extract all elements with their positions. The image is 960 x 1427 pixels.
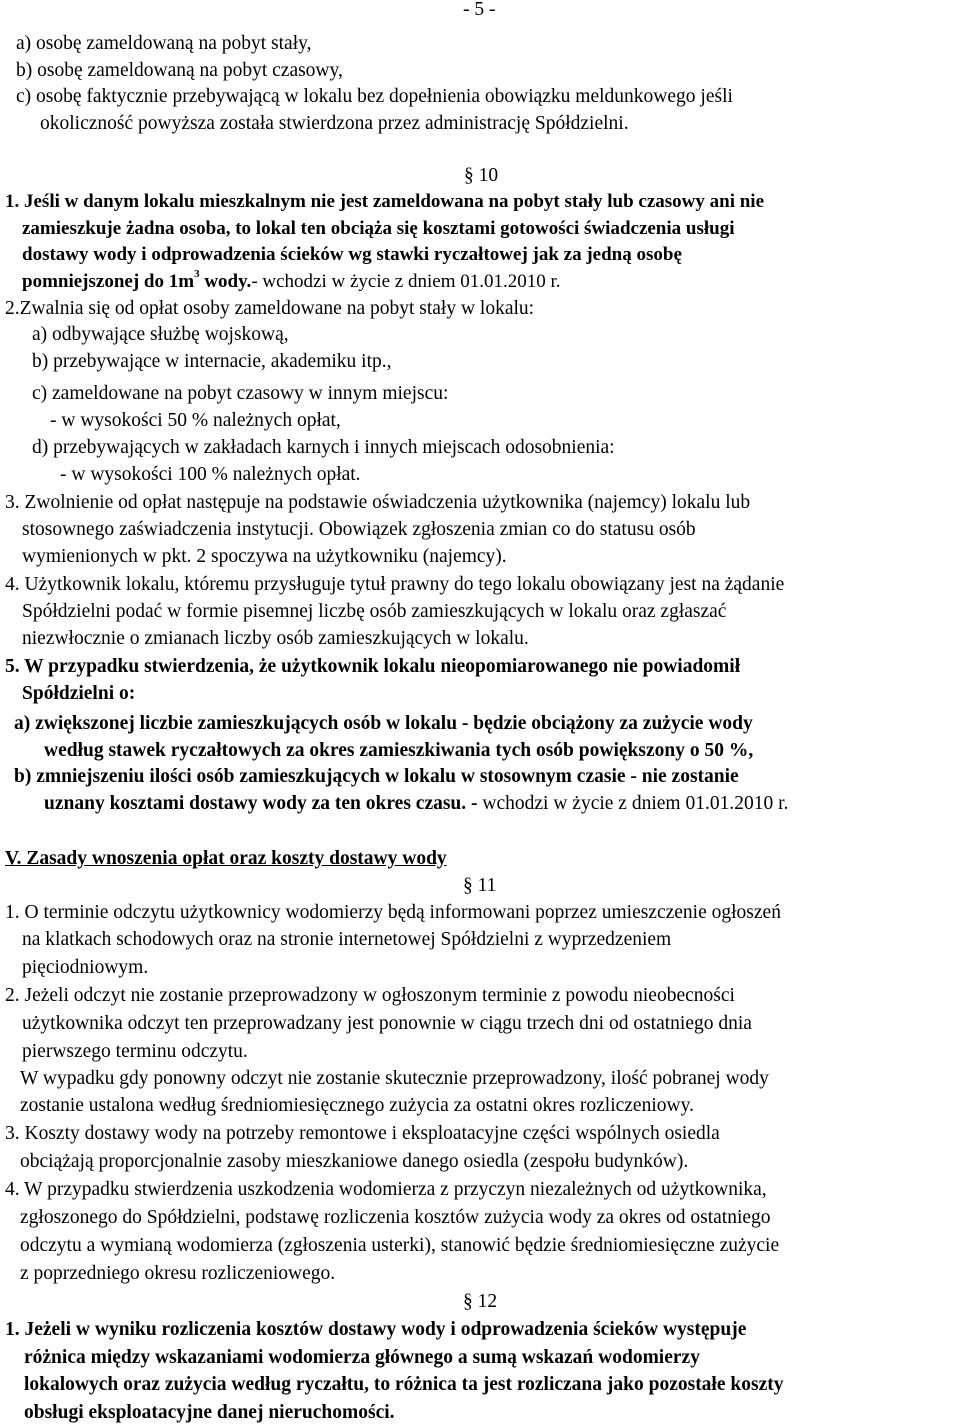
paragraph-line: dostawy wody i odprowadzenia ścieków wg stawki ryczałtowej jak za jedną osobę [22,244,682,265]
paragraph-line: 4. Użytkownik lokalu, któremu przysługuje tytuł prawny do tego lokalu obowiązany jest na żądanie [5,574,785,595]
paragraph-line: zgłoszonego do Spółdzielni, podstawę rozliczenia kosztów zużycia wody za okres od ostatniego [20,1207,771,1228]
page-number: - 5 - [463,0,496,20]
list-item: a) zwiększonej liczbie zamieszkujących osób w lokalu - będzie obciążony za zużycie wody [14,713,753,734]
list-item: a) osobę zameldowaną na pobyt stały, [16,33,312,54]
bold-text: uznany kosztami dostawy wody za ten okres czasu. - [44,793,478,814]
paragraph-line: stosownego zaświadczenia instytucji. Obowiązek zgłoszenia zmian co do statusu osób [22,519,696,540]
paragraph-line: 1. Jeśli w danym lokalu mieszkalnym nie jest zameldowana na pobyt stały lub czasowy ani nie [5,191,764,212]
list-item: - w wysokości 50 % należnych opłat, [50,410,341,431]
list-item: b) osobę zameldowaną na pobyt czasowy, [16,60,343,81]
paragraph-line: zostanie ustalona według średniomiesięcznego zużycia za ostatni okres rozliczeniowy. [20,1095,694,1116]
paragraph-line: 3. Zwolnienie od opłat następuje na podstawie oświadczenia użytkownika (najemcy) lokalu lub [5,492,751,513]
paragraph-line: niezwłocznie o zmianach liczby osób zamieszkujących w lokalu. [22,628,529,649]
list-item: d) przebywających w zakładach karnych i innych miejscach odosobnienia: [32,437,615,458]
paragraph-line: na klatkach schodowych oraz na stronie internetowej Spółdzielni z wyprzedzeniem [22,929,672,950]
list-item: b) zmniejszeniu ilości osób zamieszkujących w lokalu w stosownym czasie - nie zostanie [14,766,739,787]
list-item [44,791,788,817]
paragraph-line: użytkownika odczyt ten przeprowadzany jest ponownie w ciągu trzech dni od ostatniego dnia [22,1013,752,1034]
paragraph-line: odczytu a wymianą wodomierza (zgłoszenia usterki), stanowić będzie średniomiesięczne zużycie [20,1235,780,1256]
paragraph-line: obciążają proporcjonalnie zasoby mieszkaniowe danego osiedla (zespołu budynków). [20,1151,689,1172]
effective-date-note: - wchodzi w życie z dniem 01.01.2010 r. [251,271,561,292]
paragraph-line: Spółdzielni o: [22,683,136,704]
paragraph-line: 5. W przypadku stwierdzenia, że użytkownik lokalu nieopomiarowanego nie powiadomił [5,656,741,677]
list-item: - w wysokości 100 % należnych opłat. [60,464,361,485]
effective-date-note: wchodzi w życie z dniem 01.01.2010 r. [477,793,789,814]
bold-text: pomniejszonej do 1m [22,271,195,292]
paragraph-line: 2. Jeżeli odczyt nie zostanie przeprowadzony w ogłoszonym terminie z powodu nieobecności [5,985,735,1006]
paragraph-line: 2.Zwalnia się od opłat osoby zameldowane na pobyt stały w lokalu: [5,298,535,319]
paragraph-line: 3. Koszty dostawy wody na potrzeby remontowe i eksploatacyjne części wspólnych osiedla [5,1123,720,1144]
section-heading: § 12 [463,1291,498,1312]
paragraph-line: 4. W przypadku stwierdzenia uszkodzenia wodomierza z przyczyn niezależnych od użytkownika, [5,1179,767,1200]
paragraph-line: pierwszego terminu odczytu. [22,1041,248,1062]
section-heading: § 10 [464,165,499,186]
paragraph-line: obsługi eksploatacyjne danej nieruchomości. [24,1402,395,1423]
paragraph-line: pięciodniowym. [22,957,149,978]
list-item: według stawek ryczałtowych za okres zamieszkiwania tych osób powiększony o 50 %, [44,740,754,761]
list-item: a) odbywające służbę wojskową, [32,324,289,345]
paragraph-line: W wypadku gdy ponowny odczyt nie zostanie skutecznie przeprowadzony, ilość pobranej wody [20,1068,769,1089]
paragraph-line [22,269,561,295]
paragraph-line: 1. O terminie odczytu użytkownicy wodomierzy będą informowani poprzez umieszczenie ogłoszeń [5,902,781,923]
paragraph-line: lokalowych oraz zużycia według ryczałtu, to różnica ta jest rozliczana jako pozostałe koszty [24,1374,784,1395]
list-item: okoliczność powyższa została stwierdzona przez administrację Spółdzielni. [40,113,629,134]
list-item: c) osobę faktycznie przebywającą w lokalu bez dopełnienia obowiązku meldunkowego jeśli [16,86,733,107]
paragraph-line: z poprzedniego okresu rozliczeniowego. [20,1263,336,1284]
section-heading: § 11 [463,875,497,896]
paragraph-line: zamieszkuje żadna osoba, to lokal ten obciąża się kosztami gotowości świadczenia usługi [22,218,735,239]
paragraph-line: różnica między wskazaniami wodomierza głównego a sumą wskazań wodomierzy [24,1347,700,1368]
bold-text: wody. [199,271,252,292]
paragraph-line: Spółdzielni podać w formie pisemnej liczbę osób zamieszkujących w lokalu oraz zgłaszać [22,601,727,622]
list-item: c) zameldowane na pobyt czasowy w innym miejscu: [32,383,449,404]
superscript: 3 [194,268,200,280]
section-title: V. Zasady wnoszenia opłat oraz koszty dostawy wody [5,848,447,869]
paragraph-line: 1. Jeżeli w wyniku rozliczenia kosztów dostawy wody i odprowadzenia ścieków występuje [5,1319,747,1340]
list-item: b) przebywające w internacie, akademiku itp., [32,351,392,372]
paragraph-line: wymienionych w pkt. 2 spoczywa na użytkowniku (najemcy). [22,546,507,567]
